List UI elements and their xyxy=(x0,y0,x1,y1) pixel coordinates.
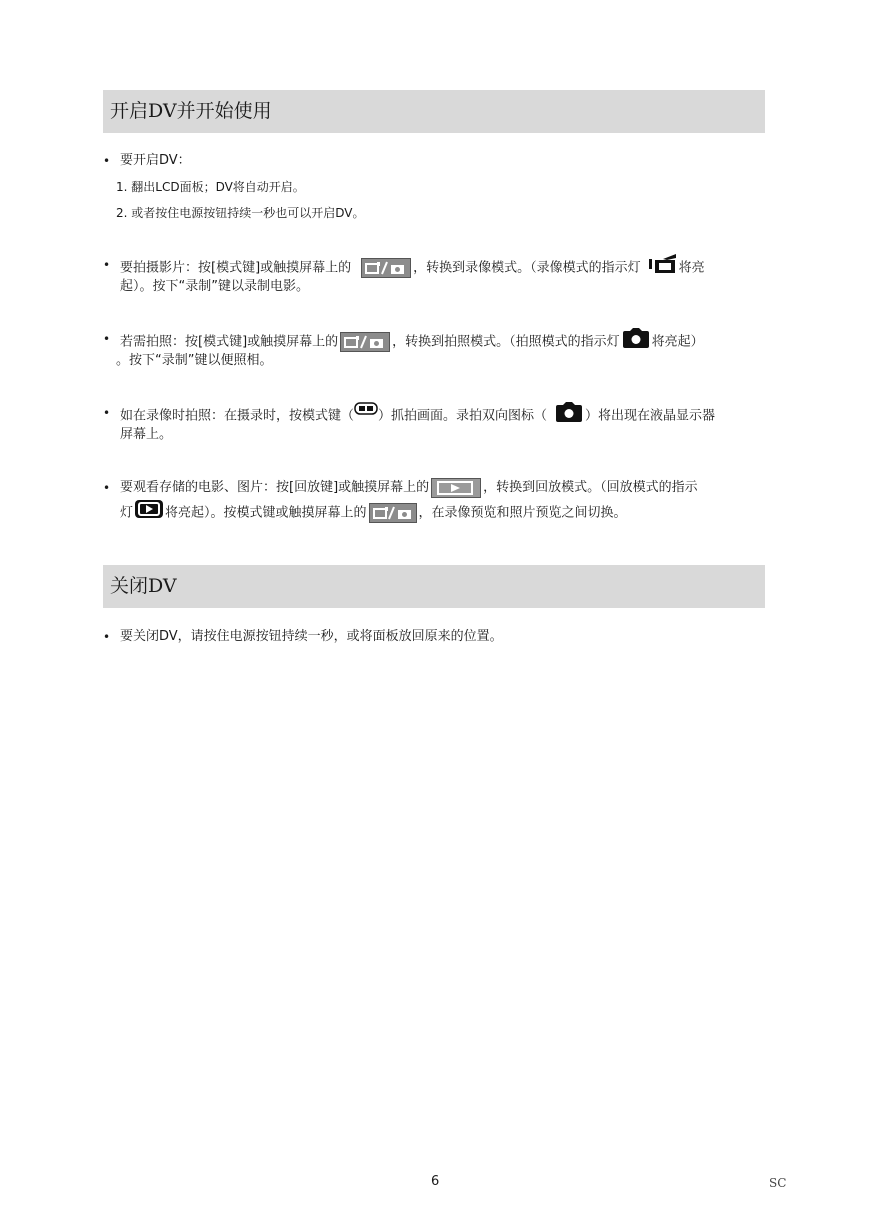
video-photo-mode-button-icon xyxy=(340,332,390,352)
camera-icon xyxy=(622,328,650,356)
record-movie-text-b: ，转换到录像模式。（录像模式的指示灯 xyxy=(413,260,641,276)
start-dv-line: 要开启DV： xyxy=(120,153,191,168)
playback-text-c: 灯 xyxy=(120,505,134,521)
record-movie-text-c: 将亮 xyxy=(678,260,705,276)
mode-key-icon xyxy=(354,402,378,424)
photo-text-b: ，转换到拍照模式。（拍照模式的指示灯 xyxy=(392,334,620,350)
bullet-dot: • xyxy=(103,481,111,495)
bullet-dot: • xyxy=(103,258,111,272)
language-code: SC xyxy=(769,1176,787,1190)
step-2: 2. 或者按住电源按钮持续一秒也可以开启DV。 xyxy=(116,206,365,220)
playback-line-1 xyxy=(120,477,698,499)
section-header-start: 开启DV并开始使用 xyxy=(103,90,765,133)
playback-button-icon xyxy=(431,478,481,498)
video-photo-mode-button-icon xyxy=(369,503,417,523)
camera-icon xyxy=(555,402,583,430)
video-indicator-icon xyxy=(649,254,677,282)
snap-line-2: 屏幕上。 xyxy=(120,427,173,442)
power-off-line: 要关闭DV，请按住电源按钮持续一秒，或将面板放回原来的位置。 xyxy=(120,629,503,644)
snap-text-c: ）将出现在液晶显示器 xyxy=(585,408,716,424)
record-movie-text-a: 要拍摄影片：按[模式键]或触摸屏幕上的 xyxy=(120,260,352,276)
playback-indicator-icon xyxy=(135,499,163,527)
photo-text-a: 若需拍照：按[模式键]或触摸屏幕上的 xyxy=(120,334,339,350)
step-1: 1. 翻出LCD面板；DV将自动开启。 xyxy=(116,180,305,194)
snap-text-b: ）抓拍画面。录拍双向图标（ xyxy=(378,408,548,424)
bullet-dot: • xyxy=(103,630,111,644)
video-photo-mode-button-icon xyxy=(361,258,411,278)
photo-text-c: 将亮起） xyxy=(651,334,704,350)
photo-line-2: 。按下“录制”键以便照相。 xyxy=(116,353,273,368)
snap-line-1 xyxy=(120,402,715,430)
record-movie-line-2: 起）。按下“录制”键以录制电影。 xyxy=(120,279,309,294)
page-number: 6 xyxy=(431,1174,440,1189)
snap-text-a: 如在录像时拍照：在摄录时，按模式键（ xyxy=(120,408,355,424)
bullet-dot: • xyxy=(103,332,111,346)
playback-line-2 xyxy=(120,499,627,527)
playback-text-d: 将亮起）。按模式键或触摸屏幕上的 xyxy=(165,505,367,521)
playback-text-b: ，转换到回放模式。（回放模式的指示 xyxy=(483,480,698,495)
bullet-dot: • xyxy=(103,406,111,420)
playback-text-e: ，在录像预览和照片预览之间切换。 xyxy=(418,505,627,521)
playback-text-a: 要观看存储的电影、图片：按[回放键]或触摸屏幕上的 xyxy=(120,480,430,495)
section-header-off: 关闭DV xyxy=(103,565,765,608)
bullet-dot: • xyxy=(103,154,111,168)
